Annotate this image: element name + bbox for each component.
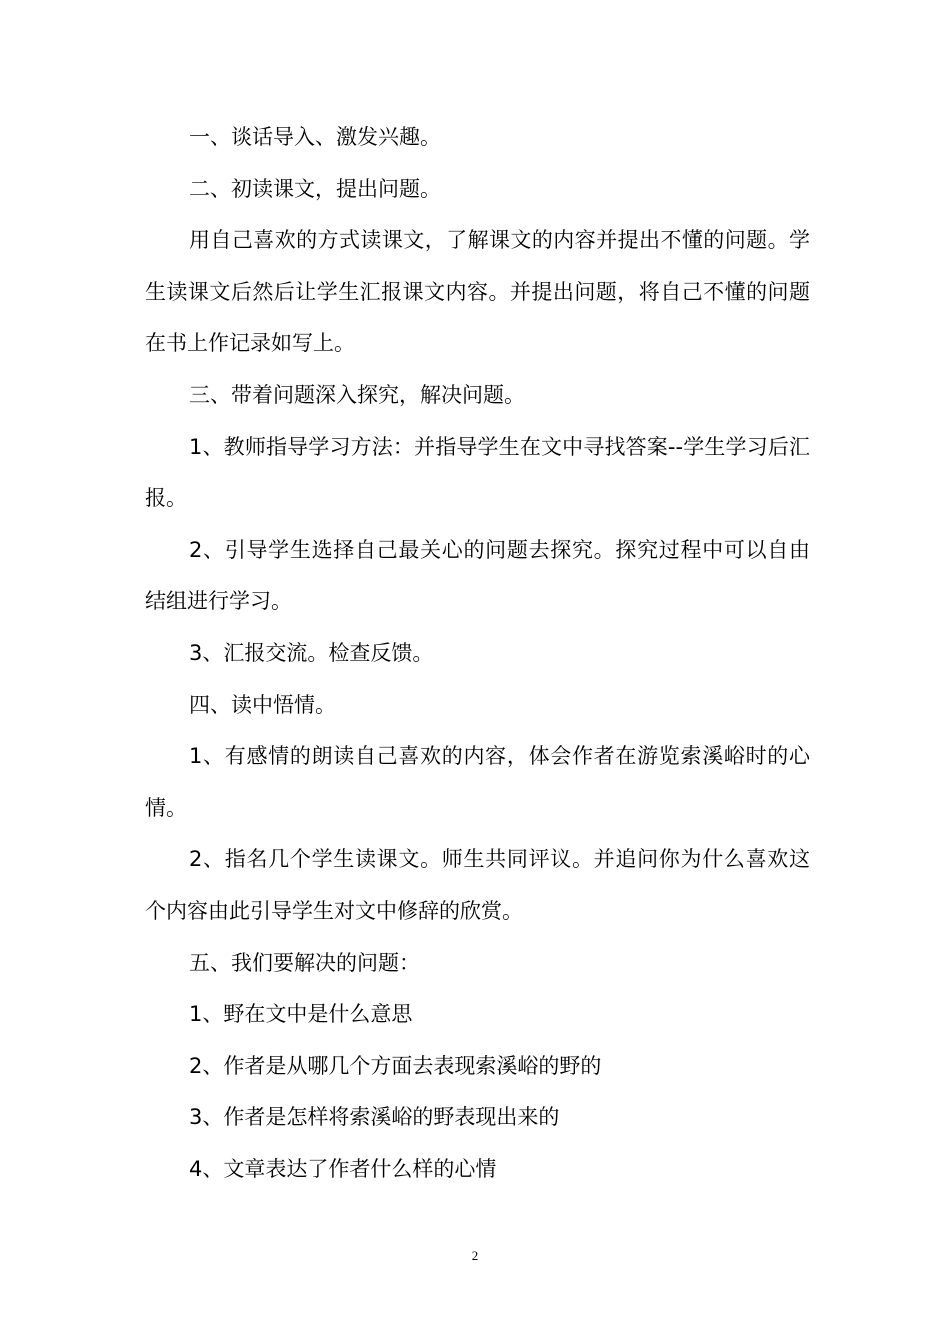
document-body <box>145 112 810 1195</box>
paragraph-3-item-1: 1、教师指导学习方法：并指导学生在文中寻找答案--学生学习后汇报。 <box>145 434 810 511</box>
paragraph-section-2: 二、初读课文，提出问题。 <box>189 176 441 201</box>
paragraph-5-item-1: 1、野在文中是什么意思 <box>189 1002 413 1027</box>
page-number: 2 <box>471 1248 479 1263</box>
paragraph-5-item-2: 2、作者是从哪几个方面去表现索溪峪的野的 <box>189 1053 602 1078</box>
paragraph-3-item-3: 3、汇报交流。检查反馈。 <box>189 640 434 665</box>
paragraph-4-item-1: 1、有感情的朗读自己喜欢的内容，体会作者在游览索溪峪时的心情。 <box>145 744 810 820</box>
paragraph-3-item-2: 2、引导学生选择自己最关心的问题去探究。探究过程中可以自由结组进行学习。 <box>145 537 810 614</box>
paragraph-5-item-4: 4、文章表达了作者什么样的心情 <box>189 1156 497 1181</box>
paragraph-section-3: 三、带着问题深入探究，解决问题。 <box>189 382 525 407</box>
paragraph-4-item-2: 2、指名几个学生读课文。师生共同评议。并追问你为什么喜欢这个内容由此引导学生对文中修辞的欣赏。 <box>145 847 810 923</box>
paragraph-section-4: 四、读中悟情。 <box>189 692 336 717</box>
paragraph-5-item-3: 3、作者是怎样将索溪峪的野表现出来的 <box>189 1105 560 1130</box>
paragraph-section-5: 五、我们要解决的问题： <box>189 950 420 975</box>
paragraph-intro: 一、谈话导入、激发兴趣。 <box>189 125 441 149</box>
paragraph-read-method: 用自己喜欢的方式读课文，了解课文的内容并提出不懂的问题。学生读课文后然后让学生汇报课文内容。并提出问题，将自己不懂的问题在书上作记录如写上。 <box>145 228 810 356</box>
